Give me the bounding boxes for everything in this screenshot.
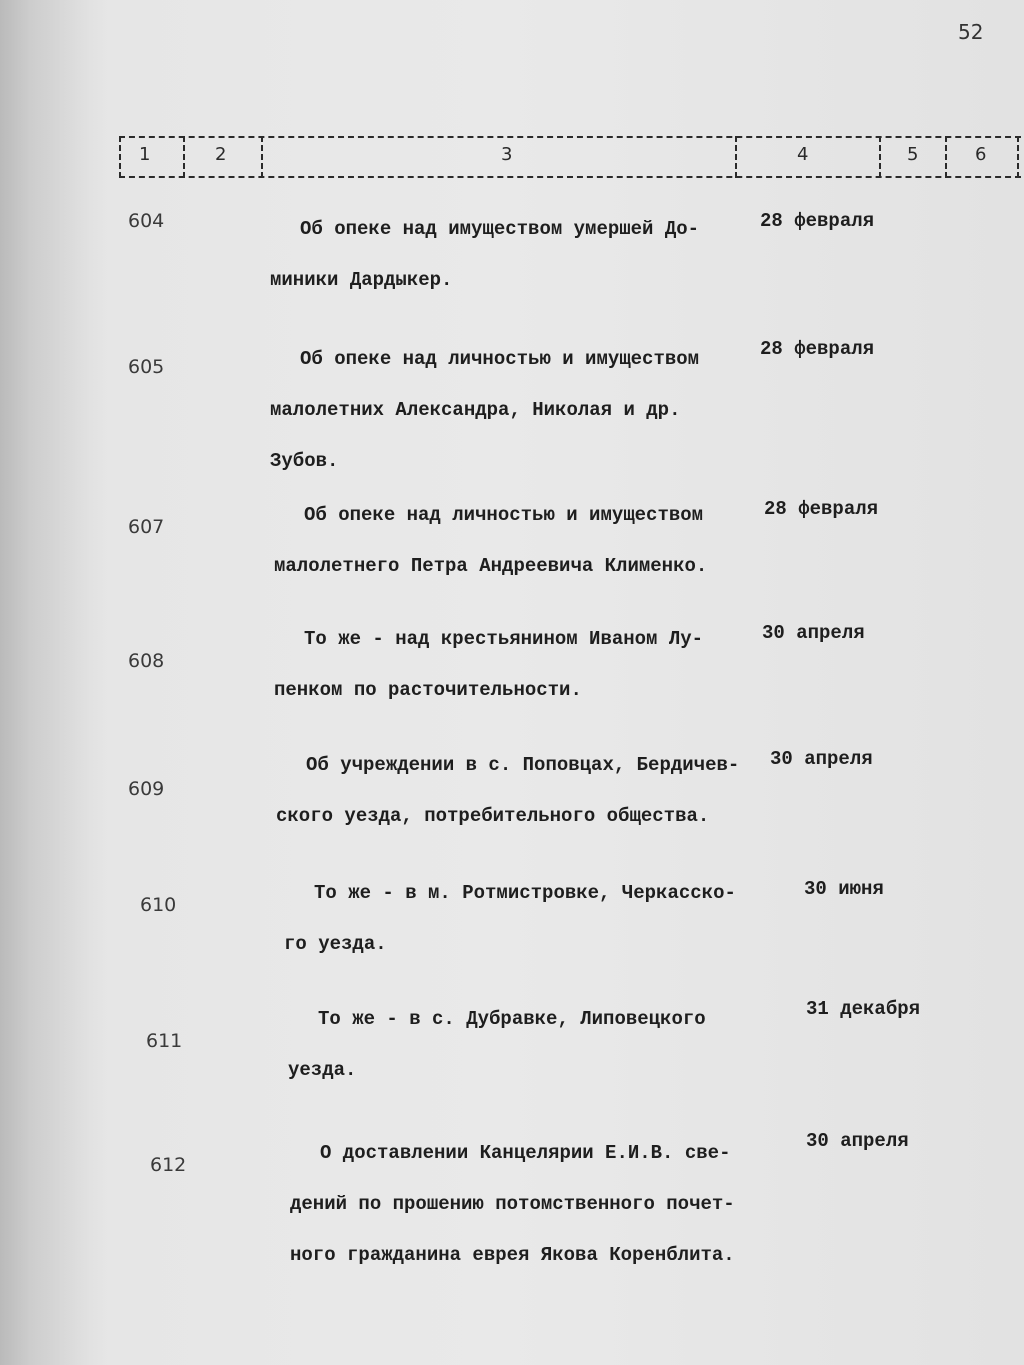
header-divider <box>945 136 947 178</box>
record-title-line: малолетнего Петра Андреевича Клименко. <box>274 555 708 577</box>
record-title-line: дений по прошению потомственного почет- <box>290 1193 735 1215</box>
record-title <box>290 1128 810 1281</box>
record-title-line: миники Дардыкер. <box>270 269 453 291</box>
column-header-row <box>119 136 1021 178</box>
record-date: 30 июня <box>804 878 884 900</box>
record-title-line: То же - в с. Дубравке, Липовецкого <box>318 1008 706 1030</box>
record-title <box>288 994 808 1096</box>
record-title <box>276 740 796 842</box>
record-number: 604 <box>128 210 165 232</box>
record-title-line: Зубов. <box>270 450 339 472</box>
record-date: 30 апреля <box>806 1130 909 1152</box>
record-title-line: ного гражданина еврея Якова Коренблита. <box>290 1244 735 1266</box>
record-number: 610 <box>140 894 177 916</box>
header-divider <box>183 136 185 178</box>
column-label-2: 2 <box>215 144 227 165</box>
record-date: 30 апреля <box>762 622 865 644</box>
record-number: 612 <box>150 1154 187 1176</box>
header-divider <box>1017 136 1019 178</box>
record-number: 608 <box>128 650 165 672</box>
record-title-line: пенком по расточительности. <box>274 679 582 701</box>
record-date: 28 февраля <box>760 338 875 360</box>
record-title <box>274 490 794 592</box>
record-title <box>270 204 790 306</box>
record-date: 30 апреля <box>770 748 873 770</box>
record-title-line: го уезда. <box>284 933 387 955</box>
record-title-line: уезда. <box>288 1059 357 1081</box>
record-title-line: Об опеке над имуществом умершей До- <box>300 218 700 240</box>
binding-shadow <box>0 0 110 1365</box>
column-label-4: 4 <box>797 144 809 165</box>
column-label-3: 3 <box>501 144 513 165</box>
record-date: 28 февраля <box>760 210 875 232</box>
record-title <box>284 868 804 970</box>
header-divider <box>261 136 263 178</box>
column-label-1: 1 <box>139 144 151 165</box>
header-divider <box>879 136 881 178</box>
record-number: 605 <box>128 356 165 378</box>
record-title <box>274 614 794 716</box>
record-number: 611 <box>146 1030 183 1052</box>
record-date: 31 декабря <box>806 998 921 1020</box>
column-label-6: 6 <box>975 144 987 165</box>
header-bottom-rule <box>119 176 1021 178</box>
record-date: 28 февраля <box>764 498 879 520</box>
header-divider <box>119 136 121 178</box>
record-title-line: О доставлении Канцелярии Е.И.В. све- <box>320 1142 731 1164</box>
record-title-line: То же - в м. Ротмистровке, Черкасско- <box>314 882 736 904</box>
record-title-line: Об опеке над личностью и имуществом <box>304 504 704 526</box>
page-number: 52 <box>958 20 984 44</box>
header-divider <box>735 136 737 178</box>
record-title <box>270 334 790 487</box>
record-number: 607 <box>128 516 165 538</box>
record-title-line: Об опеке над личностью и имуществом <box>300 348 700 370</box>
column-label-5: 5 <box>907 144 919 165</box>
record-title-line: Об учреждении в с. Поповцах, Бердичев- <box>306 754 740 776</box>
header-top-rule <box>119 136 1021 138</box>
record-title-line: ского уезда, потребительного общества. <box>276 805 710 827</box>
record-number: 609 <box>128 778 165 800</box>
record-title-line: То же - над крестьянином Иваном Лу- <box>304 628 704 650</box>
record-title-line: малолетних Александра, Николая и др. <box>270 399 681 421</box>
